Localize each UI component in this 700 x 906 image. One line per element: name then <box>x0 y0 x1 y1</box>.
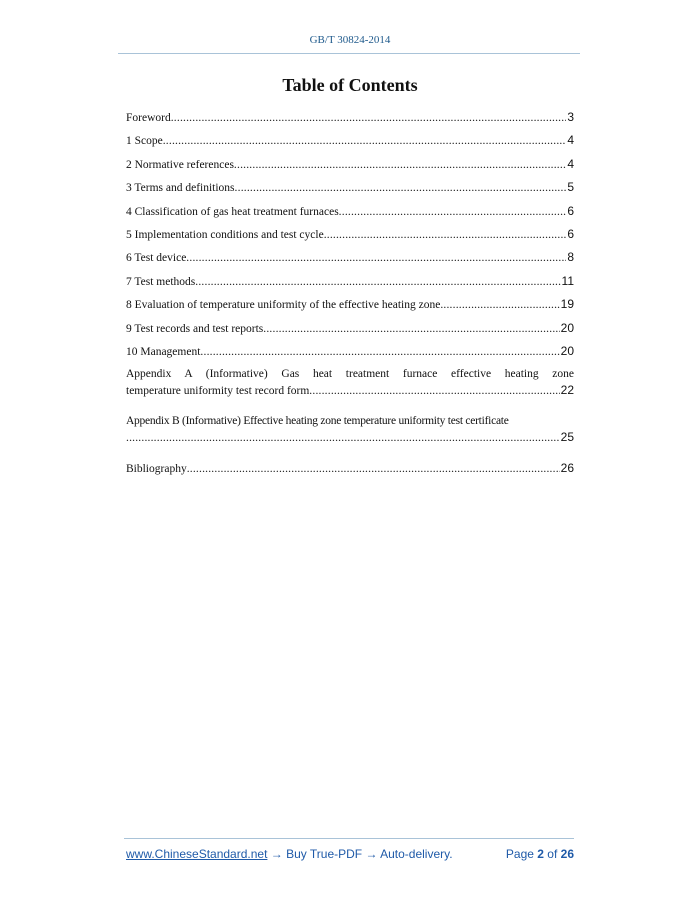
toc-entry-appendix-b[interactable] <box>126 414 574 461</box>
page-title: Table of Contents <box>282 75 418 95</box>
toc-entry-page: 3 <box>567 110 574 124</box>
page-prefix: Page <box>505 847 538 861</box>
toc-entry-page: 20 <box>560 320 574 335</box>
toc-entry-label-continued: temperature uniformity test record form <box>126 385 310 398</box>
toc-leader-dots <box>309 384 559 398</box>
document-header: GB/T 30824-2014 <box>309 34 391 46</box>
toc-entry-page: 6 <box>567 226 574 241</box>
toc-entry-implementation-conditions[interactable] <box>126 227 574 250</box>
toc-entry-test-device[interactable] <box>126 250 574 273</box>
toc-leader-dots <box>263 322 559 336</box>
toc-entry-scope[interactable] <box>126 133 574 156</box>
toc-entry-test-methods[interactable] <box>126 274 574 297</box>
footer-promo-text: → Buy True-PDF → Auto-delivery. <box>267 847 453 861</box>
page-indicator <box>506 847 574 861</box>
toc-entry-label: 2 Normative references <box>126 158 234 171</box>
document-footer <box>126 847 574 861</box>
toc-entry-page: 4 <box>567 133 574 148</box>
toc-leader-dots <box>235 181 567 195</box>
toc-entry-appendix-a[interactable] <box>126 367 574 414</box>
toc-entry-terms-definitions[interactable] <box>126 180 574 203</box>
toc-leader-dots <box>187 462 560 476</box>
toc-entry-label: Appendix B (Informative) Effective heating zone temperature uniformity test certificate <box>126 415 509 428</box>
toc-leader-dots <box>163 134 567 148</box>
toc-entry-label: 9 Test records and test reports <box>126 322 264 335</box>
toc-entry-page: 6 <box>567 203 574 218</box>
toc-entry-classification[interactable] <box>126 204 574 227</box>
toc-entry-label: 8 Evaluation of temperature uniformity of the effective heating zone <box>126 299 441 312</box>
page-of: of <box>543 847 561 861</box>
toc-entry-label: Bibliography <box>126 463 187 476</box>
toc-entry-label: 3 Terms and definitions <box>126 182 235 195</box>
toc-leader-dots <box>200 345 559 359</box>
toc-leader-dots <box>126 431 560 445</box>
toc-entry-normative-references[interactable] <box>126 157 574 180</box>
toc-entry-management[interactable] <box>126 344 574 367</box>
table-of-contents <box>126 110 574 485</box>
toc-entry-bibliography[interactable] <box>126 461 574 484</box>
toc-leader-dots <box>234 158 566 172</box>
toc-entry-page: 22 <box>560 383 574 398</box>
toc-entry-page: 8 <box>567 250 574 265</box>
header-divider <box>118 53 580 54</box>
toc-leader-dots <box>186 251 566 265</box>
toc-entry-page: 25 <box>560 430 574 445</box>
toc-entry-page: 26 <box>560 461 574 476</box>
website-link[interactable]: www.ChineseStandard.net <box>126 847 268 861</box>
toc-entry-label: 10 Management <box>126 345 201 358</box>
toc-entry-test-records[interactable] <box>126 321 574 344</box>
toc-entry-page: 11 <box>561 273 574 288</box>
toc-entry-evaluation[interactable] <box>126 297 574 320</box>
footer-divider <box>124 838 574 839</box>
toc-entry-page: 19 <box>560 297 574 312</box>
toc-entry-label: 1 Scope <box>126 135 163 148</box>
toc-leader-dots <box>324 228 567 242</box>
toc-entry-label: 4 Classification of gas heat treatment furnaces <box>126 205 339 218</box>
toc-entry-label: 5 Implementation conditions and test cycle <box>126 228 324 241</box>
current-page-number: 2 <box>537 847 544 861</box>
toc-entry-label: 6 Test device <box>126 252 187 265</box>
toc-leader-dots <box>440 298 559 312</box>
toc-entry-foreword[interactable] <box>126 110 574 133</box>
total-pages: 26 <box>560 847 574 861</box>
toc-leader-dots <box>195 275 560 289</box>
toc-entry-label: 7 Test methods <box>126 275 196 288</box>
toc-entry-label: Foreword <box>126 112 171 124</box>
toc-leader-dots <box>171 111 567 125</box>
toc-entry-label: Appendix A (Informative) Gas heat treatment furnace effective heating zone <box>126 368 574 381</box>
toc-entry-page: 20 <box>560 343 574 358</box>
toc-leader-dots <box>339 205 567 219</box>
toc-entry-page: 4 <box>567 156 574 171</box>
toc-entry-page: 5 <box>567 180 574 195</box>
